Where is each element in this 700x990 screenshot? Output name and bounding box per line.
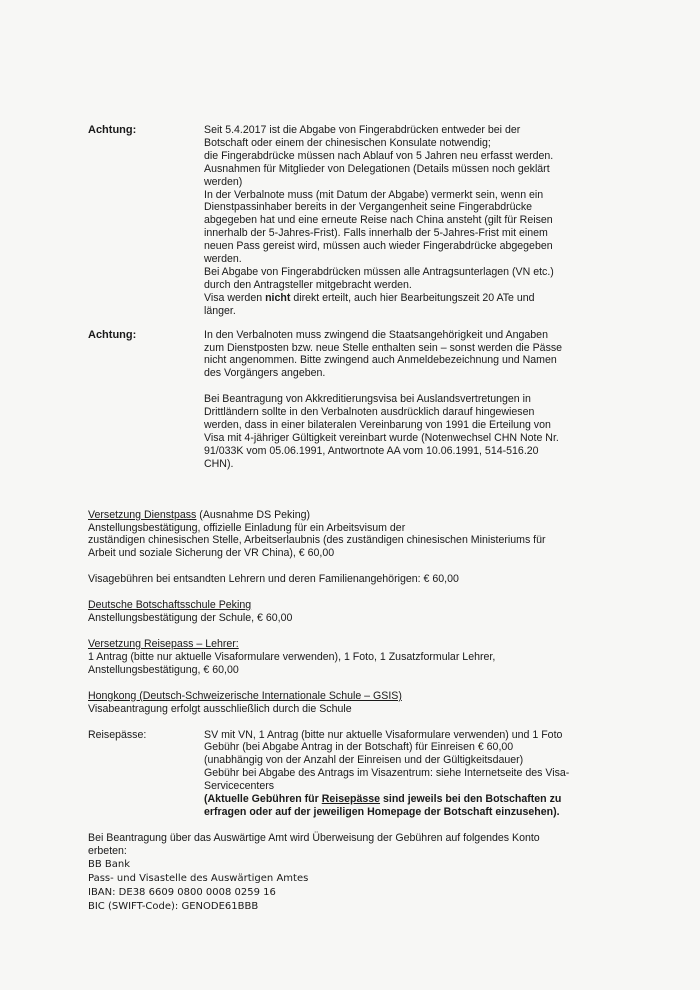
text-line: Visa mit 4-jähriger Gültigkeit vereinbart wurde (Notenwechsel CHN Note Nr.: [204, 431, 559, 444]
text-line: die Fingerabdrücke müssen nach Ablauf von 5 Jahren neu erfasst werden.: [204, 149, 554, 162]
text-line: erbeten:: [88, 844, 127, 857]
text-line: Visagebühren bei entsandten Lehrern und deren Familienangehörigen: € 60,00: [88, 573, 459, 586]
achtung-verbalnoten: [88, 329, 608, 471]
text-line: Gebühr (bei Abgabe Antrag in der Botschaft) für Einreisen € 60,00: [204, 741, 514, 754]
text-line: Visabeantragung erfolgt ausschließlich durch die Schule: [88, 702, 352, 715]
text-line: In der Verbalnote muss (mit Datum der Abgabe) vermerkt sein, wenn ein: [204, 188, 544, 201]
bank-line: BB Bank: [88, 858, 131, 870]
text-line: 91/033K vom 05.06.1991, Antwortnote AA vom 10.06.1991, 514-516.20: [204, 444, 539, 457]
section-lehrer-gebuehren: [88, 573, 608, 586]
text-line: Arbeit und soziale Sicherung der VR China), € 60,00: [88, 547, 335, 560]
achtung-label: Achtung:: [88, 124, 137, 136]
reisepaesse-text: [204, 729, 604, 819]
text-line: Bei Beantragung über das Auswärtige Amt wird Überweisung der Gebühren auf folgendes Konto: [88, 831, 540, 844]
emphasis-nicht: nicht: [265, 291, 291, 304]
section-heading: Hongkong (Deutsch-Schweizerische Internationale Schule – GSIS): [88, 689, 402, 702]
achtung-label: Achtung:: [88, 328, 137, 341]
text-line: Anstellungsbestätigung, offizielle Einladung für ein Arbeitsvisum der: [88, 521, 406, 534]
text-line: Botschaft oder einem der chinesischen Konsulate notwendig;: [204, 136, 491, 149]
visa-line: Visa werden nicht direkt erteilt, auch hier Bearbeitungszeit 20 ATe und: [204, 291, 535, 304]
text-line: Anstellungsbestätigung der Schule, € 60,00: [88, 612, 293, 625]
text-line: CHN).: [204, 457, 234, 470]
text-line: Gebühr bei Abgabe des Antrags im Visazentrum: siehe Internetseite des Visa-: [204, 767, 570, 780]
section-reisepaesse: [88, 729, 608, 819]
section-heading: Versetzung Reisepass – Lehrer:: [88, 638, 239, 650]
text-line: Servicecenters: [204, 780, 275, 793]
text-line: 1 Antrag (bitte nur aktuelle Visaformulare verwenden), 1 Foto, 1 Zusatzformular Lehrer,: [88, 650, 496, 663]
reisepaesse-label: Reisepässe:: [88, 728, 147, 741]
text-line: Anstellungsbestätigung, € 60,00: [88, 663, 239, 676]
text-line: Dienstpassinhaber bereits in der Vergangenheit seine Fingerabdrücke: [204, 201, 533, 214]
text-line: Ausnahmen für Mitglieder von Delegationen (Details müssen noch geklärt: [204, 162, 550, 175]
achtung-verbalnoten-text: [204, 329, 604, 471]
text-line: Drittländern sollte in den Verbalnoten ausdrücklich darauf hingewiesen: [204, 406, 535, 419]
text-line: werden.: [204, 253, 242, 266]
section-konto: [88, 832, 608, 915]
section-reisepass-lehrer: [88, 638, 608, 677]
text-line: neuen Pass gereist wird, müssen auch wieder Fingerabdrücke abgegeben: [204, 240, 553, 253]
text-line: (unabhängig von der Anzahl der Einreisen und der Gültigkeitsdauer): [204, 754, 524, 767]
text-line: Seit 5.4.2017 ist die Abgabe von Fingerabdrücken entweder bei der: [204, 124, 521, 136]
text-line: durch den Antragsteller mitgebracht werden.: [204, 278, 412, 291]
section-heading: Deutsche Botschaftsschule Peking: [88, 599, 252, 612]
bank-details: [88, 858, 608, 915]
text-line: länger.: [204, 304, 236, 317]
text-line: innerhalb der 5-Jahres-Frist). Falls innerhalb der 5-Jahres-Frist mit einem: [204, 227, 548, 240]
bank-line: BIC (SWIFT-Code): GENODE61BBB: [88, 901, 259, 913]
section-hongkong: [88, 690, 608, 716]
text-line: zuständigen chinesischen Stelle, Arbeitserlaubnis (des zuständigen chinesischen Ministeriums für: [88, 534, 546, 547]
bank-line: IBAN: DE38 6609 0800 0008 0259 16: [88, 887, 276, 899]
section-heading: Versetzung Dienstpass (Ausnahme DS Peking): [88, 508, 310, 521]
text-line: SV mit VN, 1 Antrag (bitte nur aktuelle Visaformulare verwenden) und 1 Foto: [204, 728, 563, 741]
text-line: werden): [204, 175, 243, 188]
text-line: Bei Abgabe von Fingerabdrücken müssen alle Antragsunterlagen (VN etc.): [204, 265, 554, 278]
text-line: abgegeben hat und eine erneute Reise nach China ansteht (gilt für Reisen: [204, 214, 553, 227]
text-line: In den Verbalnoten muss zwingend die Staatsangehörigkeit und Angaben: [204, 328, 548, 341]
text-line: zum Dienstposten bzw. neue Stelle enthalten sein – sonst werden die Pässe: [204, 341, 563, 354]
section-botschaftsschule: [88, 599, 608, 625]
section-versetzung-dienstpass: [88, 509, 608, 561]
text-line: des Vorgängers angeben.: [204, 367, 326, 380]
bank-line: Pass- und Visastelle des Auswärtigen Amtes: [88, 872, 309, 884]
achtung-fingerprints: [88, 124, 608, 318]
bold-note: erfragen oder auf der jeweiligen Homepage der Botschaft einzusehen).: [204, 805, 560, 818]
text-line: Bei Beantragung von Akkreditierungsvisa bei Auslandsvertretungen in: [204, 393, 531, 406]
text-line: werden, dass in einer bilateralen Vereinbarung von 1991 die Erteilung von: [204, 419, 551, 432]
text-line: nicht angenommen. Bitte zwingend auch Anmeldebezeichnung und Namen: [204, 354, 557, 367]
bold-note: (Aktuelle Gebühren für Reisepässe sind jeweils bei den Botschaften zu: [204, 793, 562, 806]
document-body: [88, 124, 608, 915]
achtung-fingerprints-text: [204, 124, 604, 318]
